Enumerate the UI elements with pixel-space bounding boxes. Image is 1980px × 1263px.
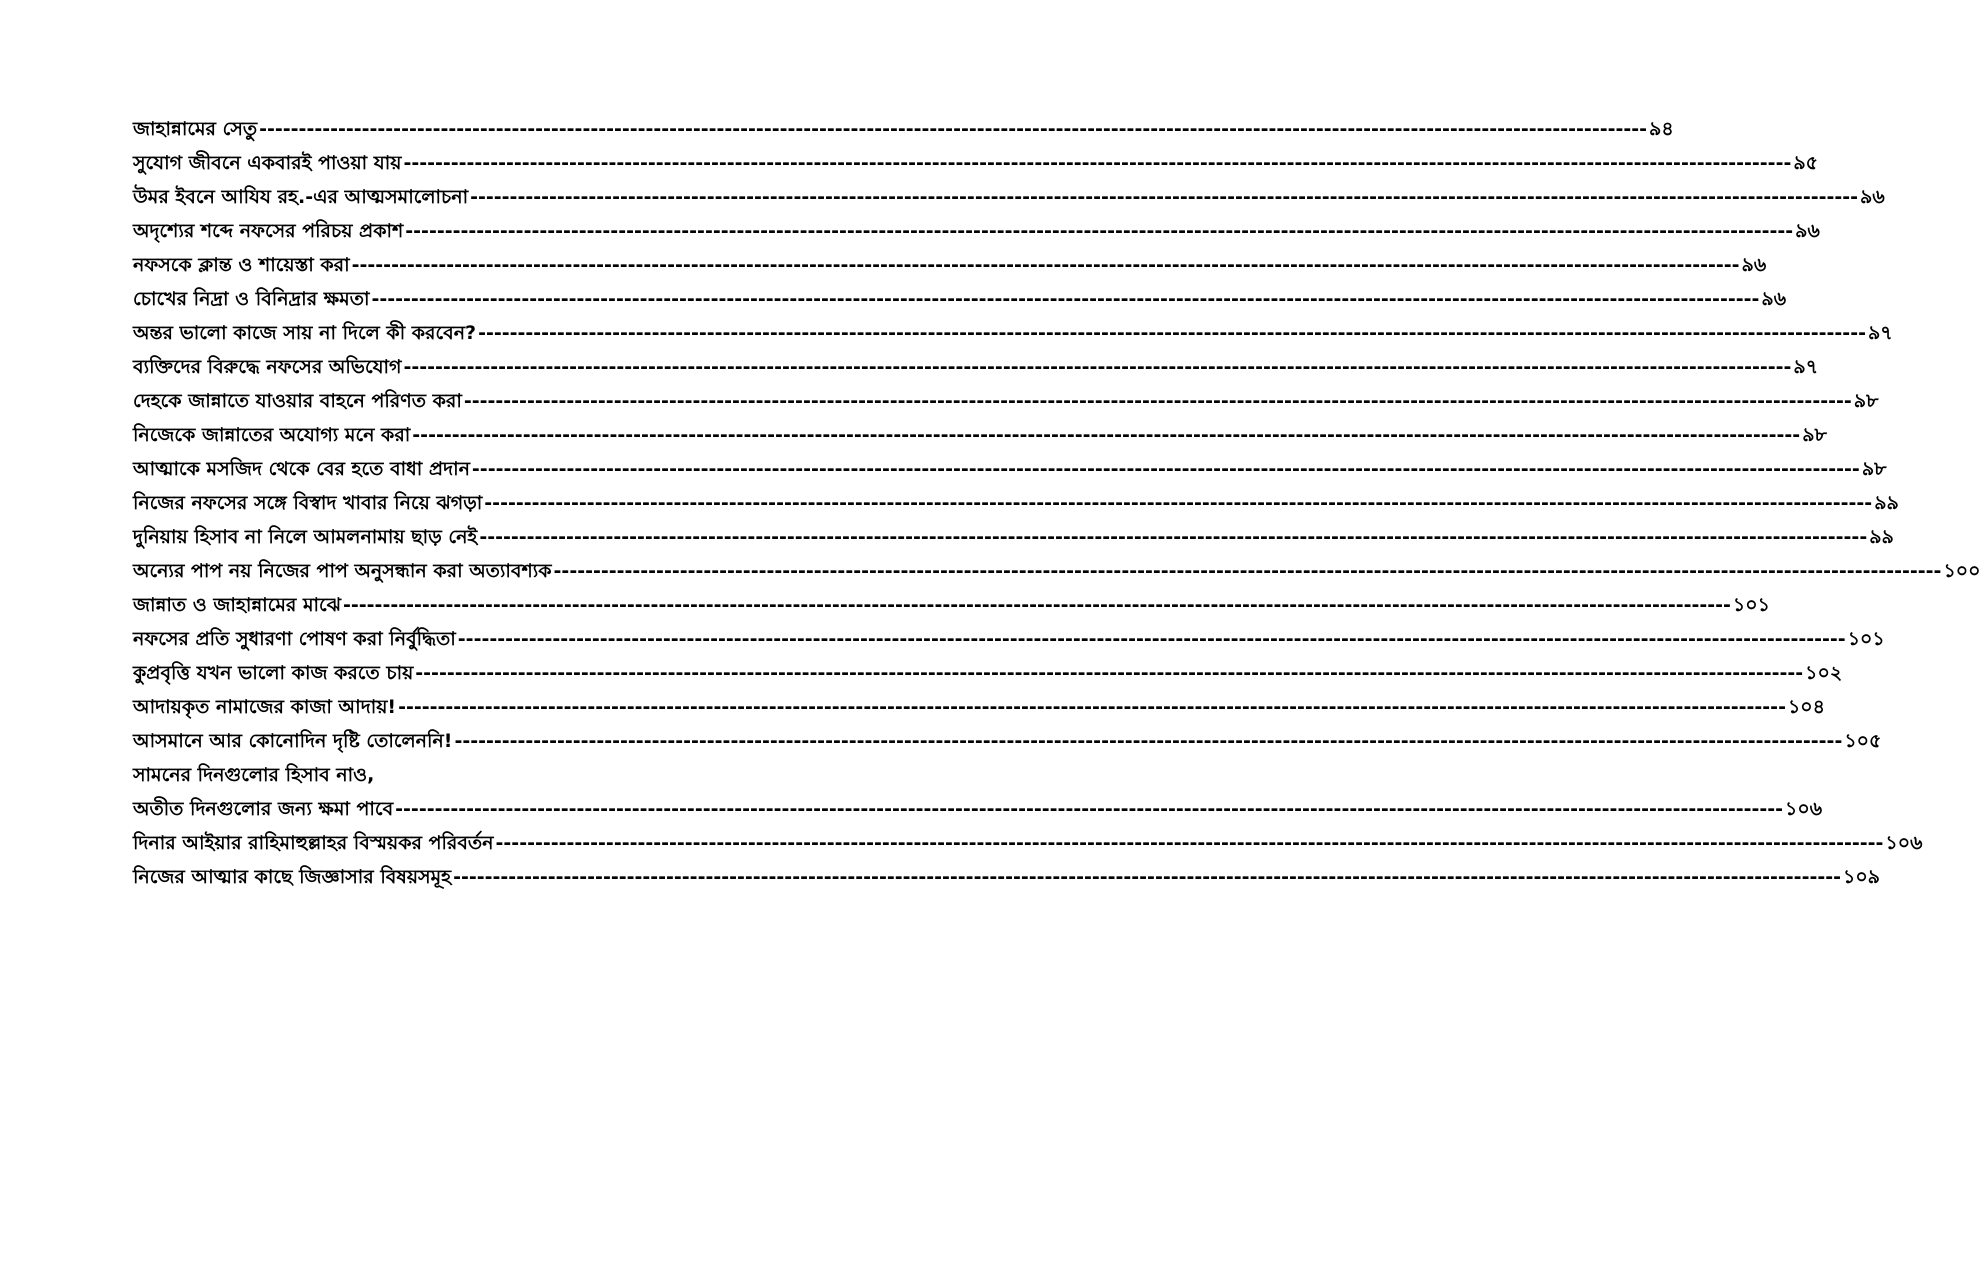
toc-entry-title: আসমানে আর কোনোদিন দৃষ্টি তোলেননি! [133, 730, 453, 752]
toc-entry [133, 418, 1827, 452]
toc-entry-page: ৯৬ [1761, 288, 1787, 310]
toc-entry [133, 486, 1899, 520]
table-of-contents [133, 112, 1980, 894]
toc-entry [133, 146, 1819, 180]
toc-leader-dashes [371, 282, 1759, 316]
toc-leader-dashes [453, 860, 1841, 894]
toc-entry-page: ৯৭ [1867, 322, 1893, 344]
toc-leader-dashes [403, 146, 1791, 180]
toc-entry [133, 724, 1882, 758]
toc-entry [133, 554, 1980, 588]
toc-entry [133, 384, 1879, 418]
toc-entry [133, 656, 1843, 690]
toc-leader-dashes [484, 486, 1872, 520]
toc-entry-title: অদৃশ্যের শব্দে নফসের পরিচয় প্রকাশ [133, 220, 404, 242]
toc-entry-title: নিজেকে জান্নাতের অযোগ্য মনে করা [133, 424, 411, 446]
toc-entry-title: অতীত দিনগুলোর জন্য ক্ষমা পাবে [133, 798, 394, 820]
toc-entry-title: আদায়কৃত নামাজের কাজা আদায়! [133, 696, 397, 718]
toc-leader-dashes [404, 350, 1792, 384]
toc-entry-title: জান্নাত ও জাহান্নামের মাঝে [133, 594, 342, 616]
toc-entry [133, 112, 1674, 146]
toc-leader-dashes [352, 248, 1740, 282]
toc-entry-title: কুপ্রবৃত্তি যখন ভালো কাজ করতে চায় [133, 662, 414, 684]
toc-leader-dashes [479, 520, 1867, 554]
toc-entry-page: ৯৮ [1853, 390, 1879, 412]
toc-entry-page: ৯৪ [1649, 118, 1674, 140]
toc-entry-page: ১০৬ [1885, 832, 1923, 854]
toc-entry-title: সামনের দিনগুলোর হিসাব নাও, [133, 764, 375, 786]
toc-entry-page: ১০৯ [1843, 866, 1881, 888]
toc-entry-title: নফসকে ক্লান্ত ও শায়েস্তা করা [133, 254, 350, 276]
toc-leader-dashes [415, 656, 1803, 690]
toc-entry-title: অন্যের পাপ নয় নিজের পাপ অনুসন্ধান করা অত্যাবশ্যক [133, 560, 552, 582]
toc-entry-page: ৯৯ [1869, 526, 1894, 548]
toc-entry [133, 282, 1787, 316]
toc-leader-dashes [405, 214, 1793, 248]
toc-entry [133, 860, 1881, 894]
toc-entry-title: নিজের নফসের সঙ্গে বিস্বাদ খাবার নিয়ে ঝগড়া [133, 492, 483, 514]
toc-entry-title: সুযোগ জীবনে একবারই পাওয়া যায় [133, 152, 402, 174]
toc-leader-dashes [554, 554, 1942, 588]
toc-entry [133, 826, 1923, 860]
toc-leader-dashes [458, 622, 1846, 656]
toc-leader-dashes [496, 826, 1884, 860]
toc-entry-page: ১০২ [1805, 662, 1843, 684]
toc-entry-title: চোখের নিদ্রা ও বিনিদ্রার ক্ষমতা [133, 288, 370, 310]
toc-entry-title: উমর ইবনে আযিয রহ.-এর আত্মসমালোচনা [133, 186, 469, 208]
toc-entry [133, 248, 1767, 282]
toc-entry [133, 350, 1819, 384]
toc-leader-dashes [470, 180, 1858, 214]
toc-entry-page: ৯৮ [1802, 424, 1827, 446]
toc-entry-first-line [133, 758, 715, 792]
toc-entry-page: ১০৫ [1844, 730, 1882, 752]
toc-leader-dashes [343, 588, 1731, 622]
toc-entry-page: ৯৬ [1860, 186, 1885, 208]
toc-entry-title: নিজের আত্মার কাছে জিজ্ঞাসার বিষয়সমূহ [133, 866, 452, 888]
toc-leader-dashes [472, 452, 1860, 486]
toc-leader-dashes [478, 316, 1866, 350]
toc-entry [133, 690, 1825, 724]
toc-entry [133, 316, 1893, 350]
toc-entry-page: ৯৬ [1795, 220, 1820, 242]
toc-entry-page: ১০১ [1847, 628, 1885, 650]
toc-leader-dashes [454, 724, 1842, 758]
toc-entry [133, 622, 1885, 656]
toc-entry-title: ব্যক্তিদের বিরুদ্ধে নফসের অভিযোগ [133, 356, 402, 378]
toc-entry [133, 588, 1770, 622]
toc-entry [133, 452, 1887, 486]
toc-entry-title: দিনার আইয়ার রাহিমাহুল্লাহর বিস্ময়কর পরিবর্তন [133, 832, 494, 854]
toc-leader-dashes [398, 690, 1786, 724]
toc-entry-page: ১০১ [1732, 594, 1770, 616]
toc-leader-dashes [259, 112, 1647, 146]
toc-leader-dashes [464, 384, 1852, 418]
toc-entry [133, 520, 1894, 554]
toc-entry-page: ৯৫ [1793, 152, 1819, 174]
toc-entry-title: জাহান্নামের সেতু [133, 118, 258, 140]
toc-entry-page: ৯৮ [1861, 458, 1887, 480]
toc-entry-page: ৯৯ [1874, 492, 1899, 514]
toc-entry [133, 214, 1820, 248]
toc-entry [133, 792, 1823, 826]
toc-leader-dashes [395, 792, 1783, 826]
toc-entry-title: আত্মাকে মসজিদ থেকে বের হতে বাধা প্রদান [133, 458, 470, 480]
toc-entry-title: নফসের প্রতি সুধারণা পোষণ করা নির্বুদ্ধিতা [133, 628, 456, 650]
toc-entry-page: ৯৬ [1741, 254, 1767, 276]
toc-entry-page: ১০৬ [1785, 798, 1823, 820]
toc-leader-dashes [412, 418, 1800, 452]
toc-entry-title: দুনিয়ায় হিসাব না নিলে আমলনামায় ছাড় নেই [133, 526, 478, 548]
toc-entry-page: ১০০ [1943, 560, 1980, 582]
toc-entry-title: দেহকে জান্নাতে যাওয়ার বাহনে পরিণত করা [133, 390, 462, 412]
toc-entry-title: অন্তর ভালো কাজে সায় না দিলে কী করবেন? [133, 322, 477, 344]
toc-entry-page: ৯৭ [1793, 356, 1819, 378]
toc-entry-page: ১০৪ [1787, 696, 1825, 718]
toc-entry [133, 180, 1885, 214]
